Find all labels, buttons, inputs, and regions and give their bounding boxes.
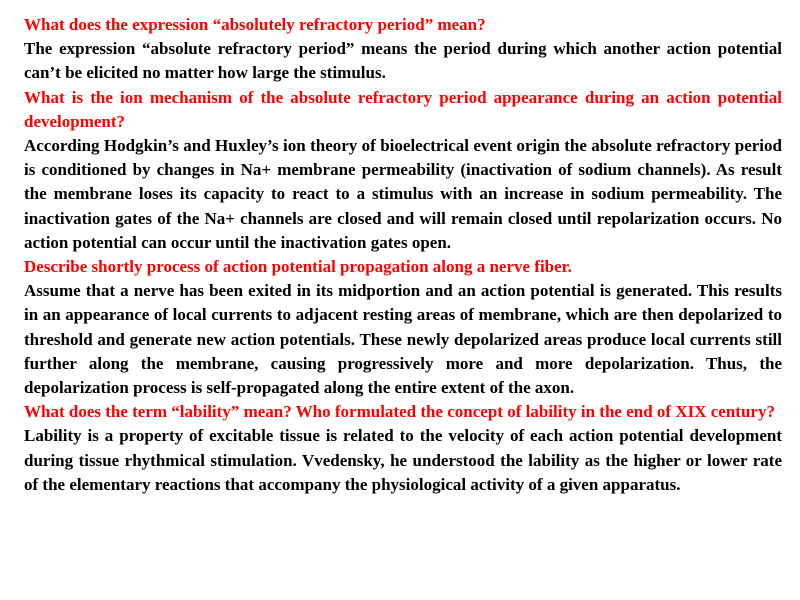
question-refractory-period: What does the expression “absolutely refractory period” mean? <box>24 15 486 34</box>
answer-refractory-period: The expression “absolute refractory period” means the period during which another action potential can’t be elicited no matter how large the stimulus. <box>24 39 782 83</box>
answer-propagation: Assume that a nerve has been exited in its midportion and an action potential is generated. This results in an appearance of local currents to adjacent resting areas of membrane, which are then depolarized to threshold and generate new action potentials. These newly depolarized areas produce local currents still further along the membrane, causing progressively more and more depolarization. Thus, the depolarization process is self-propagated along the entire extent of the axon. <box>24 281 782 398</box>
slide-text-body <box>24 13 782 597</box>
question-ion-mechanism: What is the ion mechanism of the absolute refractory period appearance during an action potential development? <box>24 87 782 131</box>
answer-lability: Lability is a property of excitable tissue is related to the velocity of each action potential development during tissue rhythmical stimulation. Vvedensky, he understood the lability as the higher or lower rate of the elementary reactions that accompany the physiological activity of a given apparatus. <box>24 426 782 494</box>
question-propagation: Describe shortly process of action potential propagation along a nerve fiber. <box>24 257 572 277</box>
answer-ion-mechanism: According Hodgkin’s and Huxley’s ion theory of bioelectrical event origin the absolute refractory period is conditioned by changes in Na+ membrane permeability (inactivation of sodium channels). As result the membrane loses its capacity to react to a stimulus with an increase in sodium permeability. The inactivation gates of the Na+ channels are closed and will remain closed until repolarization occurs. No action potential can occur until the inactivation gates open. <box>24 136 782 252</box>
question-lability: What does the term “lability” mean? Who formulated the concept of lability in the end of XIX century? <box>24 402 775 422</box>
